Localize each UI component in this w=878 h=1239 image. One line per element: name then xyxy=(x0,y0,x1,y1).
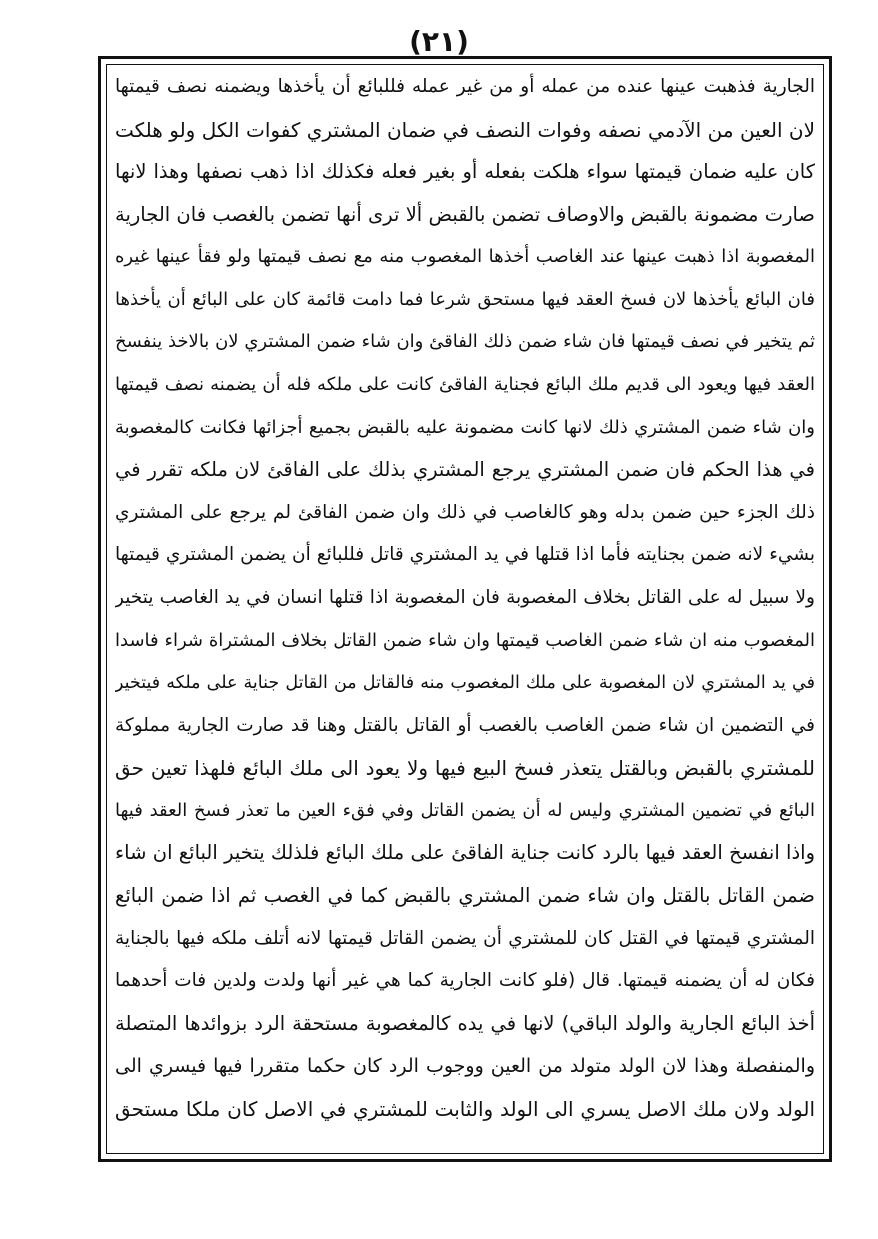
text-line: للمشتري بالقبض وبالقتل يتعذر فسخ البيع فيها ولا يعود الى ملك البائع فلهذا تعين حق xyxy=(115,756,815,781)
text-line: ثم يتخير في نصف قيمتها فان شاء ضمن ذلك الفاقئ وان شاء ضمن المشتري لان بالاخذ ينفسخ xyxy=(115,331,815,353)
text-line: في التضمين ان شاء ضمن الغاصب بالغصب أو القاتل بالقتل وهنا قد صارت الجارية مملوكة xyxy=(115,714,815,736)
page-border xyxy=(98,56,832,1162)
body-text xyxy=(115,73,815,1123)
text-line: في يد المشتري لان المغصوبة على ملك المغصوب منه فالقاتل من القاتل جناية على ملكه فيتخير xyxy=(115,673,815,694)
text-line: في هذا الحكم فان ضمن المشتري يرجع المشتري بذلك على الفاقئ لان ملكه تقرر في xyxy=(115,458,815,482)
text-line: لان العين من الآدمي نصفه وفوات النصف في ضمان المشتري كفوات الكل ولو هلكت xyxy=(115,117,815,142)
text-line: المغصوبة اذا ذهبت عينها عند الغاصب أخذها المغصوب منه مع نصف قيمتها ولو فقأ عينها غيره xyxy=(115,246,815,268)
text-line: والمنفصلة وهذا لان الولد متولد من العين ووجوب الرد كان حكما متقررا فيها فيسري الى xyxy=(115,1055,815,1078)
text-line: ضمن القاتل بالقتل وان شاء ضمن المشتري بالقبض كما في الغصب ثم اذا ضمن البائع xyxy=(115,883,815,907)
text-line: البائع في تضمين المشتري وليس له أن يضمن القاتل وفي فقء العين ما تعذر فسخ العقد فيها xyxy=(115,799,815,821)
text-line: الجارية فذهبت عينها عنده من عمله أو من غير عمله فللبائع أن يأخذها ويضمنه نصف قيمتها xyxy=(115,76,815,97)
text-line: أخذ البائع الجارية والولد الباقي) لانها في يده كالمغصوبة مستحقة الرد بزوائدها المتصلة xyxy=(115,1011,815,1035)
text-line: كان عليه ضمان قيمتها سواء هلكت بفعله أو بغير فعله فكذلك اذا ذهب نصفها وهذا لانها xyxy=(115,160,815,184)
text-line: واذا انفسخ العقد فيها بالرد كانت جناية الفاقئ على ملك البائع فلذلك يتخير البائع ان شاء xyxy=(115,841,815,865)
text-line: فكان له أن يضمنه قيمتها. قال (فلو كانت الجارية كما هي غير أنها ولدت ولدين فات أحدهما xyxy=(115,970,815,992)
text-line: المشتري قيمتها في القتل كان للمشتري أن يضمن القاتل قيمتها لانه أتلف ملكه فيها بالجناية xyxy=(115,927,815,949)
text-line: وان شاء ضمن المشتري ذلك لانها كانت مضمونة عليه بالقبض بجميع أجزائها فكانت كالمغصوبة xyxy=(115,416,815,438)
text-line: الولد ولان ملك الاصل يسري الى الولد والثابت للمشتري في الاصل كان ملكا مستحق xyxy=(115,1096,815,1121)
text-line: بشيء لانه ضمن بجنايته فأما اذا قتلها في يد المشتري قاتل فللبائع أن يضمن المشتري قيمتها xyxy=(115,544,815,566)
text-line: صارت مضمونة بالقبض والاوصاف تضمن بالقبض ألا ترى أنها تضمن بالغصب فان الجارية xyxy=(115,202,815,226)
page-number: (٢١) xyxy=(409,25,469,58)
text-line: المغصوب منه ان شاء ضمن الغاصب قيمتها وان شاء ضمن القاتل بخلاف المشتراة شراء فاسدا xyxy=(115,629,815,651)
text-line: ولا سبيل له على القاتل بخلاف المغصوبة فان المغصوبة اذا قتلها انسان في يد الغاصب يتخير xyxy=(115,586,815,608)
text-line: العقد فيها ويعود الى قديم ملك البائع فجناية الفاقئ كانت على ملكه فله أن يضمنه نصف قيمتها xyxy=(115,374,815,396)
text-line: ذلك الجزء حين ضمن بدله وهو كالغاصب في ذلك وان ضمن الفاقئ لم يرجع على المشتري xyxy=(115,501,815,523)
text-line: فان البائع يأخذها لان فسخ العقد فيها مستحق شرعا فما دامت قائمة كان على البائع أن يأخذها xyxy=(115,288,815,310)
